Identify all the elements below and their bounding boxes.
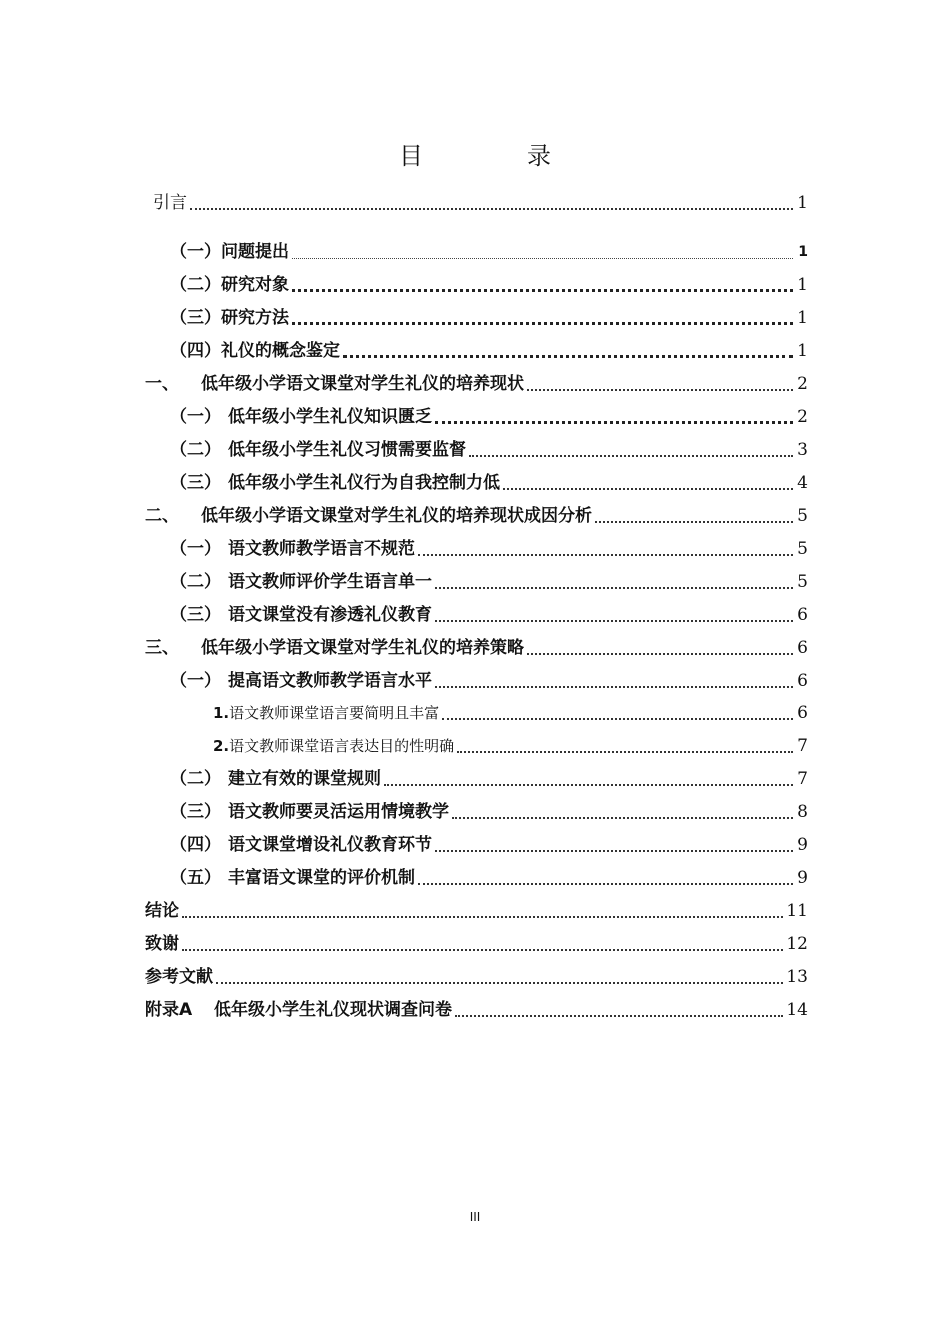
toc-page-number: 3 [797,440,808,460]
toc-entry-1-1b[interactable] [170,404,808,430]
toc-entry-number: 2. [213,737,230,755]
toc-page-number: 13 [786,967,808,987]
toc-page-number: 7 [797,769,808,789]
toc-page-number: 8 [797,802,808,822]
toc-entry-label: 低年级小学语文课堂对学生礼仪的培养现状 [201,374,524,394]
toc-entry-label: 致谢 [145,934,179,954]
toc-entry-label: （四）礼仪的概念鉴定 [170,341,340,361]
toc-entry-number: 附录A [145,1000,193,1020]
toc-page-number: 2 [797,374,808,394]
toc-page-number: 5 [797,572,808,592]
toc-entry-appendix-a[interactable] [145,997,808,1023]
toc-page-number: 2 [797,407,808,427]
toc-page-number: 1 [797,308,808,328]
toc-page-number: 1 [797,275,808,295]
toc-entry-references[interactable] [145,964,808,990]
toc-page-number: 7 [797,736,808,756]
dot-leader [595,521,793,523]
toc-entry-conclusion[interactable] [145,898,808,924]
toc-entry-label: 参考文献 [145,967,213,987]
toc-entry-chapter-2[interactable] [145,503,808,529]
toc-entry-label: 语文教师课堂语言要简明且丰富 [229,704,440,722]
toc-entry-3-3[interactable] [170,799,808,825]
dot-leader [182,916,783,918]
toc-page-number: 1 [797,341,808,361]
toc-entry-label: （二）研究对象 [170,275,289,295]
toc-entry-number: （三） [170,802,221,822]
toc-entry-number: 一、 [145,374,179,394]
dot-leader [455,1015,783,1017]
toc-entry-1-4[interactable] [170,338,808,364]
toc-entry-label: 低年级小学语文课堂对学生礼仪的培养现状成因分析 [201,506,592,526]
toc-entry-label: 低年级小学生礼仪知识匮乏 [228,407,432,427]
toc-entry-chapter-1[interactable] [145,371,808,397]
toc-entry-number: （四） [170,835,221,855]
toc-entry-intro[interactable] [153,190,808,216]
toc-page-number: 9 [797,835,808,855]
toc-entry-label: 语文教师评价学生语言单一 [228,572,432,592]
toc-page-number: 9 [797,868,808,888]
toc-entry-label: 语文课堂没有渗透礼仪教育 [228,605,432,625]
toc-entry-label: （一）问题提出 [170,242,289,262]
toc-page-number: 6 [797,671,808,691]
page-title: 目 录 [399,142,591,170]
toc-entry-number: （三） [170,605,221,625]
toc-entry-2-3[interactable] [170,602,808,628]
toc-entry-label: 语文课堂增设礼仪教育环节 [228,835,432,855]
toc-entry-number: （二） [170,769,221,789]
toc-page-number: 5 [797,506,808,526]
toc-entry-label: 引言 [153,193,187,213]
toc-entry-acknowledgements[interactable] [145,931,808,957]
dot-leader [469,455,793,457]
toc-entry-1-2[interactable] [170,272,808,298]
toc-page-number: 11 [786,901,808,921]
toc-entry-1-3b[interactable] [170,470,808,496]
toc-entry-label: 结论 [145,901,179,921]
toc-entry-label: 提高语文教师教学语言水平 [228,671,432,691]
dot-leader [435,421,793,424]
toc-entry-number: 二、 [145,506,179,526]
toc-entry-3-1[interactable] [170,668,808,694]
toc-entry-label: 低年级小学生礼仪现状调查问卷 [214,1000,452,1020]
dot-leader [343,355,793,358]
toc-entry-label: 建立有效的课堂规则 [228,769,381,789]
toc-entry-number: 三、 [145,638,179,658]
toc-entry-label: 低年级小学生礼仪习惯需要监督 [228,440,466,460]
toc-page-number: 12 [786,934,808,954]
toc-entry-label: 丰富语文课堂的评价机制 [228,868,415,888]
dot-leader [418,554,793,556]
toc-entry-3-1-2[interactable] [213,733,808,759]
dot-leader [442,718,793,720]
toc-entry-number: （三） [170,473,221,493]
page-footer-number: III [469,1210,481,1224]
toc-page-number: 4 [797,473,808,493]
toc-page-number: 6 [797,703,808,723]
dot-leader [457,751,793,753]
toc-page-number: 14 [786,1000,808,1020]
toc-entry-1-2b[interactable] [170,437,808,463]
toc-entry-label: 语文教师课堂语言表达目的性明确 [229,737,455,755]
dot-leader [435,850,793,852]
toc-entry-number: （一） [170,539,221,559]
toc-entry-3-2[interactable] [170,766,808,792]
toc-entry-number: （五） [170,868,221,888]
toc-page-number: 1 [798,244,808,260]
toc-entry-label: 语文教师要灵活运用情境教学 [228,802,449,822]
toc-page-number: 1 [797,193,808,213]
toc-entry-label: 语文教师教学语言不规范 [228,539,415,559]
dot-leader [292,289,793,292]
dot-leader [452,817,793,819]
toc-entry-3-1-1[interactable] [213,700,808,726]
toc-entry-number: （二） [170,572,221,592]
dot-leader [418,883,793,885]
toc-entry-label: （三）研究方法 [170,308,289,328]
toc-page-number: 5 [797,539,808,559]
toc-page-number: 6 [797,638,808,658]
toc-entry-chapter-3[interactable] [145,635,808,661]
dot-leader [384,784,793,786]
dot-leader [292,322,793,325]
toc-entry-2-1[interactable] [170,536,808,562]
toc-entry-3-4[interactable] [170,832,808,858]
dot-leader [292,258,793,259]
dot-leader [182,949,783,951]
toc-entry-number: （一） [170,407,221,427]
dot-leader [216,982,783,984]
toc-entry-1-1[interactable] [170,239,808,265]
toc-entry-number: （一） [170,671,221,691]
toc-entry-1-3[interactable] [170,305,808,331]
toc-entry-2-2[interactable] [170,569,808,595]
dot-leader [527,653,793,655]
dot-leader [527,389,793,391]
toc-page-number: 6 [797,605,808,625]
toc-entry-number: 1. [213,704,230,722]
dot-leader [435,620,793,622]
toc-entry-label: 低年级小学语文课堂对学生礼仪的培养策略 [201,638,524,658]
dot-leader [435,587,793,589]
toc-entry-3-5[interactable] [170,865,808,891]
dot-leader [435,686,793,688]
toc-entry-number: （二） [170,440,221,460]
dot-leader [503,488,793,490]
dot-leader [190,208,793,210]
toc-entry-label: 低年级小学生礼仪行为自我控制力低 [228,473,500,493]
